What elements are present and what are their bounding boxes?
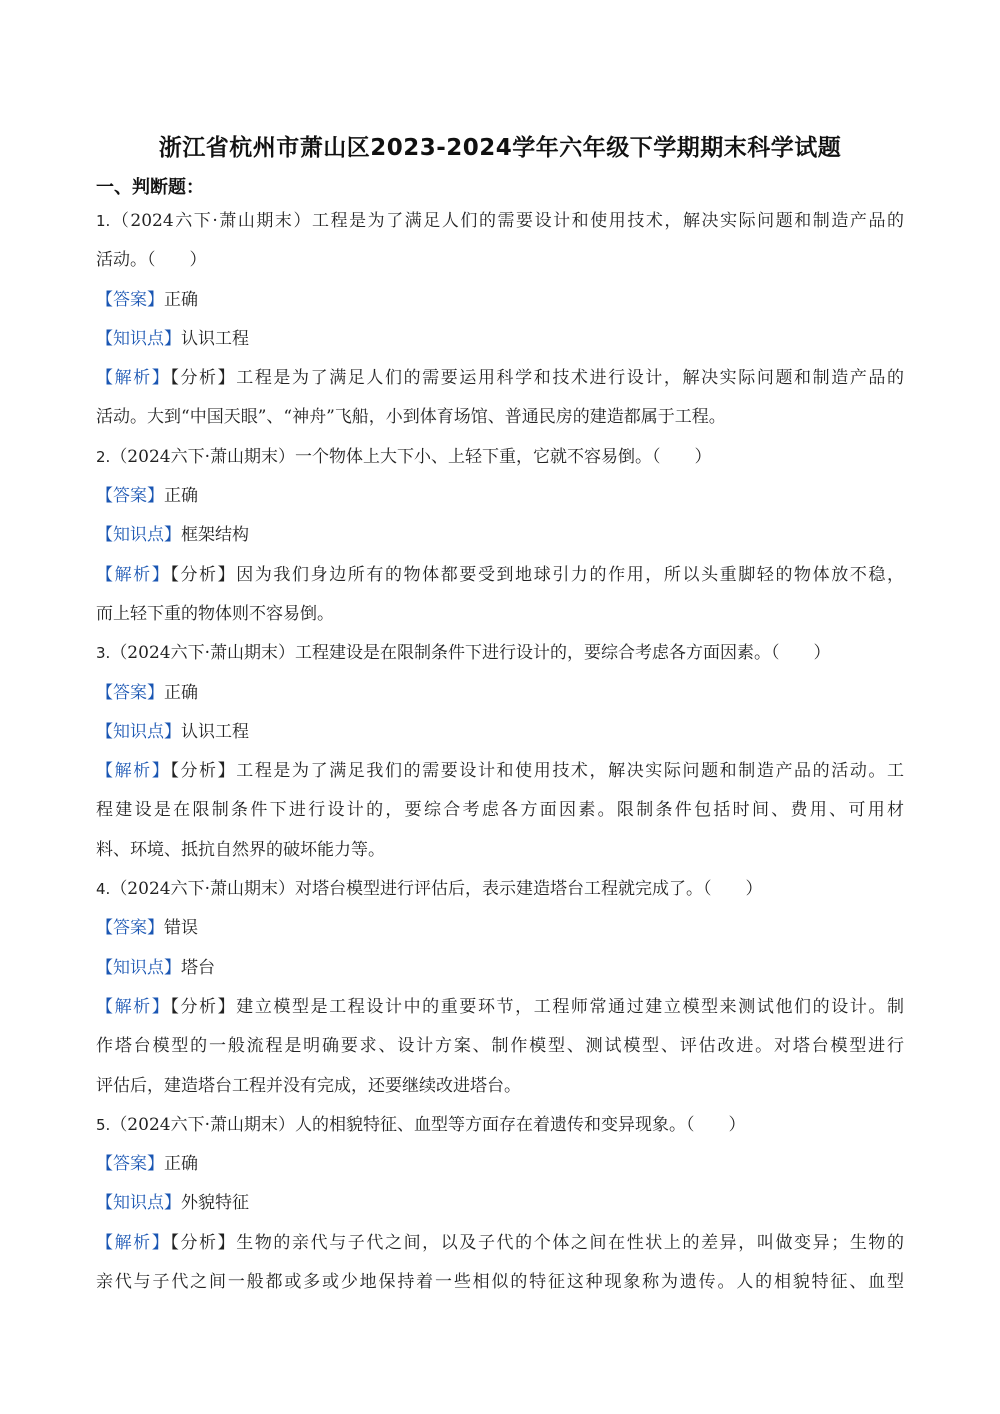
fenxi-tag: 【分析】	[170, 1232, 237, 1253]
knowledge-tag: 【知识点】	[96, 1193, 181, 1214]
section-heading: 一、判断题：	[96, 177, 204, 198]
question-3-analysis-line-1: 【解析】【分析】工程是为了满足我们的需要设计和使用技术，解决实际问题和制造产品的活动。工	[96, 761, 904, 782]
question-2-answer	[96, 477, 904, 516]
answer-value: 正确	[164, 1154, 198, 1175]
knowledge-value: 塔台	[181, 957, 215, 978]
answer-value: 正确	[164, 486, 198, 507]
question-5-knowledge	[96, 1184, 904, 1223]
question-4-analysis-line-1: 【解析】【分析】建立模型是工程设计中的重要环节，工程师常通过建立模型来测试他们的设计。制	[96, 996, 904, 1017]
fenxi-tag: 【分析】	[170, 761, 237, 782]
knowledge-value: 外貌特征	[181, 1193, 249, 1214]
answer-tag: 【答案】	[96, 1154, 164, 1175]
knowledge-tag: 【知识点】	[96, 721, 181, 742]
question-3-stem-line-1: 3.（2024六下·萧山期末）工程建设是在限制条件下进行设计的，要综合考虑各方面因素。（ ）	[96, 643, 831, 664]
knowledge-value: 框架结构	[181, 525, 249, 546]
question-1-analysis-line-2: 活动。大到“中国天眼”、“神舟”飞船，小到体育场馆、普通民房的建造都属于工程。	[96, 407, 726, 428]
question-source: （2024六下·萧山期末）	[110, 446, 295, 467]
question-number: 3.	[96, 644, 111, 663]
fenxi-tag: 【分析】	[170, 368, 237, 389]
analysis-tag: 【解析】	[96, 564, 171, 585]
analysis-tag: 【解析】	[96, 996, 171, 1017]
question-4-stem-line-1: 4.（2024六下·萧山期末）对塔台模型进行评估后，表示建造塔台工程就完成了。（ ）	[96, 879, 763, 900]
document-title: 浙江省杭州市萧山区2023-2024学年六年级下学期期末科学试题	[158, 135, 842, 161]
answer-tag: 【答案】	[96, 289, 164, 310]
question-number: 2.	[96, 447, 111, 466]
analysis-tag: 【解析】	[96, 761, 171, 782]
answer-value: 正确	[164, 289, 198, 310]
knowledge-tag: 【知识点】	[96, 525, 181, 546]
question-3-answer	[96, 674, 904, 713]
fenxi-tag: 【分析】	[170, 996, 237, 1017]
question-2-stem-line-1: 2.（2024六下·萧山期末）一个物体上大下小、上轻下重，它就不容易倒。（ ）	[96, 446, 712, 467]
question-5-analysis-line-1: 【解析】【分析】生物的亲代与子代之间，以及子代的个体之间在性状上的差异，叫做变异；生物的	[96, 1232, 904, 1253]
question-2-analysis-line-1: 【解析】【分析】因为我们身边所有的物体都要受到地球引力的作用，所以头重脚轻的物体放不稳，	[96, 564, 904, 585]
question-number: 4.	[96, 880, 111, 899]
fenxi-tag: 【分析】	[170, 564, 237, 585]
knowledge-value: 认识工程	[181, 721, 249, 742]
question-4-analysis-line-2: 作塔台模型的一般流程是明确要求、设计方案、制作模型、测试模型、评估改进。对塔台模型进行	[96, 1036, 904, 1057]
question-4-answer	[96, 909, 904, 948]
question-1-knowledge	[96, 320, 904, 359]
question-number: 5.	[96, 1115, 111, 1134]
question-source: （2024六下·萧山期末）	[110, 1114, 295, 1135]
question-1-answer	[96, 281, 904, 320]
answer-value: 错误	[164, 918, 198, 939]
question-1-analysis-line-1: 【解析】【分析】工程是为了满足人们的需要运用科学和技术进行设计，解决实际问题和制造产品的	[96, 368, 904, 389]
question-3-analysis-line-3: 料、环境、抵抗自然界的破坏能力等。	[96, 839, 385, 860]
question-4-knowledge	[96, 949, 904, 988]
question-3-analysis-line-2: 程建设是在限制条件下进行设计的，要综合考虑各方面因素。限制条件包括时间、费用、可用材	[96, 800, 904, 821]
answer-tag: 【答案】	[96, 682, 164, 703]
question-5-analysis-line-2: 亲代与子代之间一般都或多或少地保持着一些相似的特征这种现象称为遗传。人的相貌特征、血型	[96, 1272, 904, 1293]
question-4-analysis-line-3: 评估后，建造塔台工程并没有完成，还要继续改进塔台。	[96, 1075, 521, 1096]
analysis-tag: 【解析】	[96, 1232, 171, 1253]
knowledge-tag: 【知识点】	[96, 328, 181, 349]
knowledge-tag: 【知识点】	[96, 957, 181, 978]
question-source: （2024六下·萧山期末）	[110, 643, 295, 664]
question-2-analysis-line-2: 而上轻下重的物体则不容易倒。	[96, 603, 334, 624]
answer-value: 正确	[164, 682, 198, 703]
knowledge-value: 认识工程	[181, 328, 249, 349]
answer-tag: 【答案】	[96, 486, 164, 507]
question-list	[96, 202, 904, 1302]
question-2-knowledge	[96, 516, 904, 555]
question-1-stem-line-1: 1.（2024六下·萧山期末）工程是为了满足人们的需要设计和使用技术，解决实际问题和制造产品的	[96, 211, 904, 231]
question-1-stem-line-2: 活动。（ ）	[96, 250, 207, 271]
question-source: （2024六下·萧山期末）	[110, 879, 295, 900]
question-number: 1.	[96, 212, 111, 230]
answer-tag: 【答案】	[96, 918, 164, 939]
question-5-answer	[96, 1145, 904, 1184]
question-5-stem-line-1: 5.（2024六下·萧山期末）人的相貌特征、血型等方面存在着遗传和变异现象。（ ）	[96, 1114, 746, 1135]
analysis-tag: 【解析】	[96, 368, 171, 389]
question-3-knowledge	[96, 713, 904, 752]
question-source: （2024六下·萧山期末）	[110, 211, 313, 231]
